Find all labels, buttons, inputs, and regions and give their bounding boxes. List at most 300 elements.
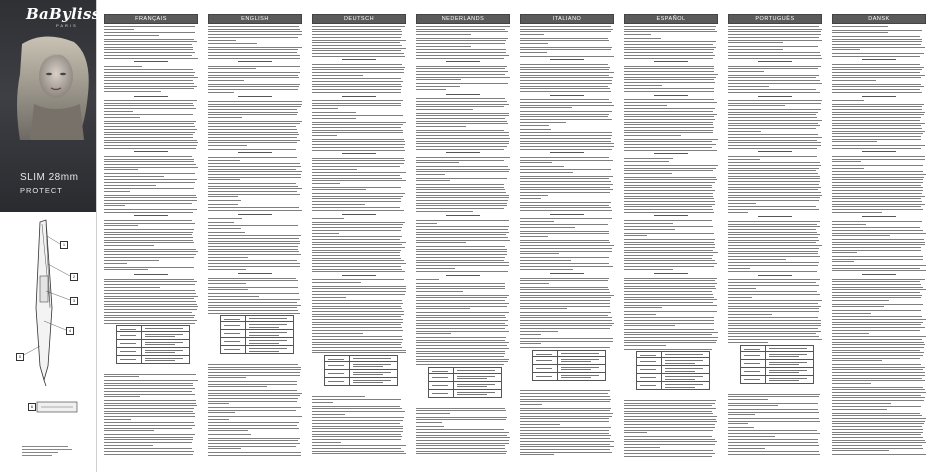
text-line (832, 212, 882, 213)
text-line (312, 244, 402, 245)
text-line (208, 101, 302, 102)
text-line (832, 265, 926, 266)
text-line (104, 145, 197, 146)
text-line (728, 314, 772, 315)
text-line (104, 425, 195, 426)
section-heading (862, 151, 896, 152)
section-heading (134, 151, 168, 152)
section-heading (758, 96, 792, 97)
text-line (104, 281, 197, 282)
text-line (520, 328, 610, 329)
text-line (104, 156, 192, 157)
text-line (416, 297, 507, 298)
section-heading (238, 214, 272, 215)
text-line (208, 200, 241, 201)
text-line (624, 305, 717, 306)
text-line (104, 251, 198, 252)
text-line (520, 253, 559, 254)
text-line (520, 99, 609, 100)
section-heading (758, 151, 792, 152)
text-line (728, 46, 818, 47)
column-portuguese (728, 14, 822, 464)
text-line (104, 374, 196, 375)
text-line (104, 29, 134, 30)
text-line (624, 124, 713, 125)
text-line (624, 247, 715, 248)
text-line (520, 245, 614, 246)
text-line (832, 256, 923, 257)
text-line (520, 444, 610, 445)
text-line (416, 166, 508, 167)
text-line (416, 432, 509, 433)
text-line (832, 360, 882, 361)
text-line (208, 186, 298, 187)
text-line (104, 242, 194, 243)
text-line (208, 47, 302, 48)
text-line (624, 450, 713, 451)
text-line (416, 195, 509, 196)
text-line (104, 448, 192, 449)
text-line (416, 184, 504, 185)
text-line (624, 201, 715, 202)
text-line (104, 298, 194, 299)
text-line (208, 40, 236, 41)
text-line (832, 227, 920, 228)
text-line (728, 421, 820, 422)
text-line (520, 67, 610, 68)
text-line (208, 443, 300, 444)
text-line (312, 271, 405, 272)
text-line (104, 86, 197, 87)
text-line (104, 403, 196, 404)
text-line (520, 125, 549, 126)
text-line (520, 401, 610, 402)
text-line (208, 171, 302, 172)
text-line (520, 111, 612, 112)
text-line (832, 198, 921, 199)
text-line (312, 135, 337, 136)
text-line (312, 53, 404, 54)
text-line (728, 279, 820, 280)
text-line (520, 114, 609, 115)
text-line (416, 422, 442, 423)
text-line (728, 68, 818, 69)
text-line (520, 43, 548, 44)
text-line (312, 204, 365, 205)
text-line (832, 72, 920, 73)
text-line (832, 375, 925, 376)
text-line (832, 300, 889, 301)
text-line (104, 111, 133, 112)
text-line (416, 178, 507, 179)
text-line (832, 201, 922, 202)
text-line (416, 254, 507, 255)
text-line (624, 187, 712, 188)
text-line (208, 210, 302, 211)
text-line (728, 331, 821, 332)
text-line (624, 340, 717, 341)
text-line (520, 266, 613, 267)
text-line (728, 294, 820, 295)
text-line (416, 345, 507, 346)
text-line (832, 209, 923, 210)
section-heading (758, 61, 792, 62)
text-line (104, 306, 198, 307)
text-line (312, 26, 405, 27)
text-line (208, 422, 299, 423)
text-line (832, 100, 864, 101)
text-line (312, 286, 406, 287)
text-line (624, 204, 715, 205)
text-line (520, 251, 612, 252)
section-heading (134, 61, 168, 62)
text-line (312, 269, 402, 270)
text-line (624, 190, 715, 191)
text-line (624, 177, 716, 178)
text-line (416, 141, 509, 142)
text-line (520, 287, 608, 288)
text-line (832, 310, 921, 311)
text-line (624, 250, 713, 251)
text-line (832, 75, 925, 76)
text-line (416, 283, 505, 284)
text-line (728, 140, 817, 141)
text-line (104, 179, 197, 180)
text-line (520, 280, 608, 281)
text-line (520, 240, 609, 241)
text-line (416, 303, 509, 304)
text-line (624, 168, 716, 169)
text-line (104, 191, 130, 192)
text-line (624, 255, 713, 256)
text-line (728, 336, 819, 337)
text-line (520, 438, 610, 439)
text-line (728, 197, 820, 198)
text-line (520, 187, 610, 188)
text-line (520, 269, 573, 270)
text-line (832, 239, 924, 240)
straightener-diagram (0, 216, 96, 386)
text-line (416, 232, 509, 233)
text-line (104, 229, 194, 230)
text-line (312, 399, 401, 400)
text-line (104, 400, 196, 401)
text-line (208, 448, 241, 449)
text-line (312, 411, 405, 412)
text-line (312, 78, 401, 79)
text-line (624, 302, 713, 303)
text-line (832, 196, 925, 197)
text-line (832, 336, 926, 337)
text-line (728, 259, 786, 260)
text-line (416, 174, 445, 175)
text-line (208, 446, 296, 447)
text-line (520, 396, 610, 397)
text-line (208, 293, 299, 294)
text-line (624, 260, 715, 261)
text-line (104, 75, 194, 76)
text-line (624, 278, 717, 279)
text-line (416, 451, 507, 452)
text-line (416, 342, 509, 343)
text-line (728, 430, 817, 431)
text-line (624, 130, 713, 131)
text-line (312, 344, 401, 345)
text-line (624, 74, 718, 75)
text-line (832, 284, 921, 285)
text-line (624, 41, 716, 42)
text-line (728, 409, 818, 410)
text-line (624, 102, 717, 103)
text-line (728, 77, 816, 78)
text-line (312, 112, 356, 113)
text-line (728, 206, 816, 207)
text-line (520, 424, 560, 425)
text-line (832, 344, 925, 345)
section-heading (134, 274, 168, 275)
text-line (728, 396, 819, 397)
text-line (104, 223, 195, 224)
text-line (520, 399, 611, 400)
text-line (520, 233, 609, 234)
text-line (312, 314, 404, 315)
text-line (832, 392, 926, 393)
text-line (520, 347, 610, 348)
text-line (104, 408, 194, 409)
text-line (520, 317, 612, 318)
section-heading (238, 61, 272, 62)
text-line (832, 358, 920, 359)
callout-6: 6 (28, 403, 36, 411)
text-line (312, 69, 404, 70)
text-line (208, 395, 300, 396)
column-header: ENGLISH (208, 14, 302, 24)
text-line (312, 316, 401, 317)
text-line (104, 442, 192, 443)
text-line (520, 325, 612, 326)
text-line (624, 114, 717, 115)
text-line (416, 29, 505, 30)
text-line (208, 66, 300, 67)
text-line (208, 26, 299, 27)
column-body (520, 24, 614, 464)
text-line (312, 37, 401, 38)
text-line (312, 396, 365, 397)
text-line (520, 189, 613, 190)
spec-table (636, 351, 710, 390)
text-line (728, 285, 819, 286)
text-line (104, 290, 195, 291)
text-line (208, 238, 299, 239)
text-line (312, 75, 363, 76)
text-line (312, 92, 401, 93)
text-line (208, 280, 298, 281)
text-line (832, 69, 922, 70)
section-heading (134, 215, 168, 216)
text-line (208, 305, 301, 306)
text-line (208, 287, 298, 288)
text-line (104, 388, 195, 389)
column-body (624, 24, 718, 464)
text-line (520, 454, 554, 455)
text-line (312, 282, 361, 283)
text-line (624, 299, 717, 300)
text-line (208, 269, 246, 270)
text-line (208, 174, 301, 175)
text-line (520, 80, 612, 81)
text-line (416, 288, 505, 289)
text-line (208, 123, 300, 124)
text-line (728, 145, 821, 146)
column-header: DEUTSCH (312, 14, 406, 24)
text-line (416, 315, 505, 316)
text-line (520, 40, 609, 41)
text-line (416, 211, 473, 212)
text-line (728, 256, 820, 257)
text-line (208, 283, 246, 284)
text-line (312, 324, 401, 325)
section-heading (654, 61, 688, 62)
text-line (520, 102, 612, 103)
text-line (728, 134, 818, 135)
text-line (208, 278, 296, 279)
column-header: FRANÇAIS (104, 14, 198, 24)
text-line (208, 307, 297, 308)
text-line (104, 416, 195, 417)
text-line (312, 84, 401, 85)
text-line (624, 229, 675, 230)
section-heading (342, 59, 376, 60)
text-line (520, 172, 573, 173)
text-line (208, 37, 298, 38)
text-line (312, 227, 402, 228)
text-line (416, 187, 504, 188)
text-line (416, 197, 509, 198)
text-line (520, 433, 609, 434)
text-line (832, 387, 923, 388)
text-line (104, 237, 193, 238)
text-line (416, 265, 509, 266)
text-line (832, 77, 921, 78)
text-line (416, 437, 510, 438)
text-line (312, 48, 406, 49)
text-line (832, 244, 925, 245)
text-line (104, 257, 194, 258)
text-line (520, 141, 611, 142)
text-line (312, 103, 401, 104)
text-line (208, 77, 299, 78)
text-line (416, 443, 509, 444)
column-dutch (416, 14, 510, 464)
column-body (104, 24, 198, 464)
text-line (832, 156, 925, 157)
text-line (728, 240, 819, 241)
text-line (312, 127, 401, 128)
text-line (208, 86, 299, 87)
text-line (520, 105, 614, 106)
text-line (416, 208, 504, 209)
text-line (312, 166, 400, 167)
text-line (832, 440, 925, 441)
text-line (832, 397, 925, 398)
text-line (104, 411, 193, 412)
text-line (832, 378, 922, 379)
text-line (520, 178, 609, 179)
text-line (416, 74, 505, 75)
text-line (624, 320, 714, 321)
text-line (208, 246, 298, 247)
text-line (208, 80, 244, 81)
text-line (208, 375, 300, 376)
text-line (728, 448, 765, 449)
text-line (832, 270, 926, 271)
text-line (832, 49, 860, 50)
text-line (416, 77, 510, 78)
text-line (416, 86, 460, 87)
text-line (832, 432, 923, 433)
text-line (624, 266, 714, 267)
text-line (312, 86, 402, 87)
text-line (728, 303, 818, 304)
text-line (624, 99, 714, 100)
text-line (624, 132, 713, 133)
text-line (728, 320, 821, 321)
text-line (312, 417, 404, 418)
text-line (208, 434, 251, 435)
text-line (104, 39, 194, 40)
text-line (728, 268, 750, 269)
text-line (624, 173, 672, 174)
text-line (832, 30, 922, 31)
text-line (832, 185, 921, 186)
text-line (624, 411, 712, 412)
text-line (832, 204, 925, 205)
text-line (728, 103, 821, 104)
text-line (832, 413, 920, 414)
text-line (416, 40, 506, 41)
text-line (312, 252, 400, 253)
text-line (416, 113, 509, 114)
text-line (520, 218, 612, 219)
text-line (520, 192, 610, 193)
column-french (104, 14, 198, 464)
text-line (312, 442, 341, 443)
text-line (416, 237, 508, 238)
section-heading (446, 215, 480, 216)
text-line (312, 89, 401, 90)
text-line (832, 125, 921, 126)
text-line (312, 339, 403, 340)
text-line (208, 134, 299, 135)
text-line (728, 439, 818, 440)
text-line (104, 205, 125, 206)
text-line (416, 300, 505, 301)
column-header: ITALIANO (520, 14, 614, 24)
text-line (208, 34, 302, 35)
text-line (312, 350, 406, 351)
text-line (416, 43, 505, 44)
text-line (624, 161, 669, 162)
text-line (104, 182, 195, 183)
text-line (832, 174, 926, 175)
text-line (832, 47, 925, 48)
text-line (312, 144, 405, 145)
text-line (832, 235, 890, 236)
text-line (728, 66, 821, 67)
text-line (624, 34, 651, 35)
section-heading (862, 59, 896, 60)
text-line (104, 269, 148, 270)
